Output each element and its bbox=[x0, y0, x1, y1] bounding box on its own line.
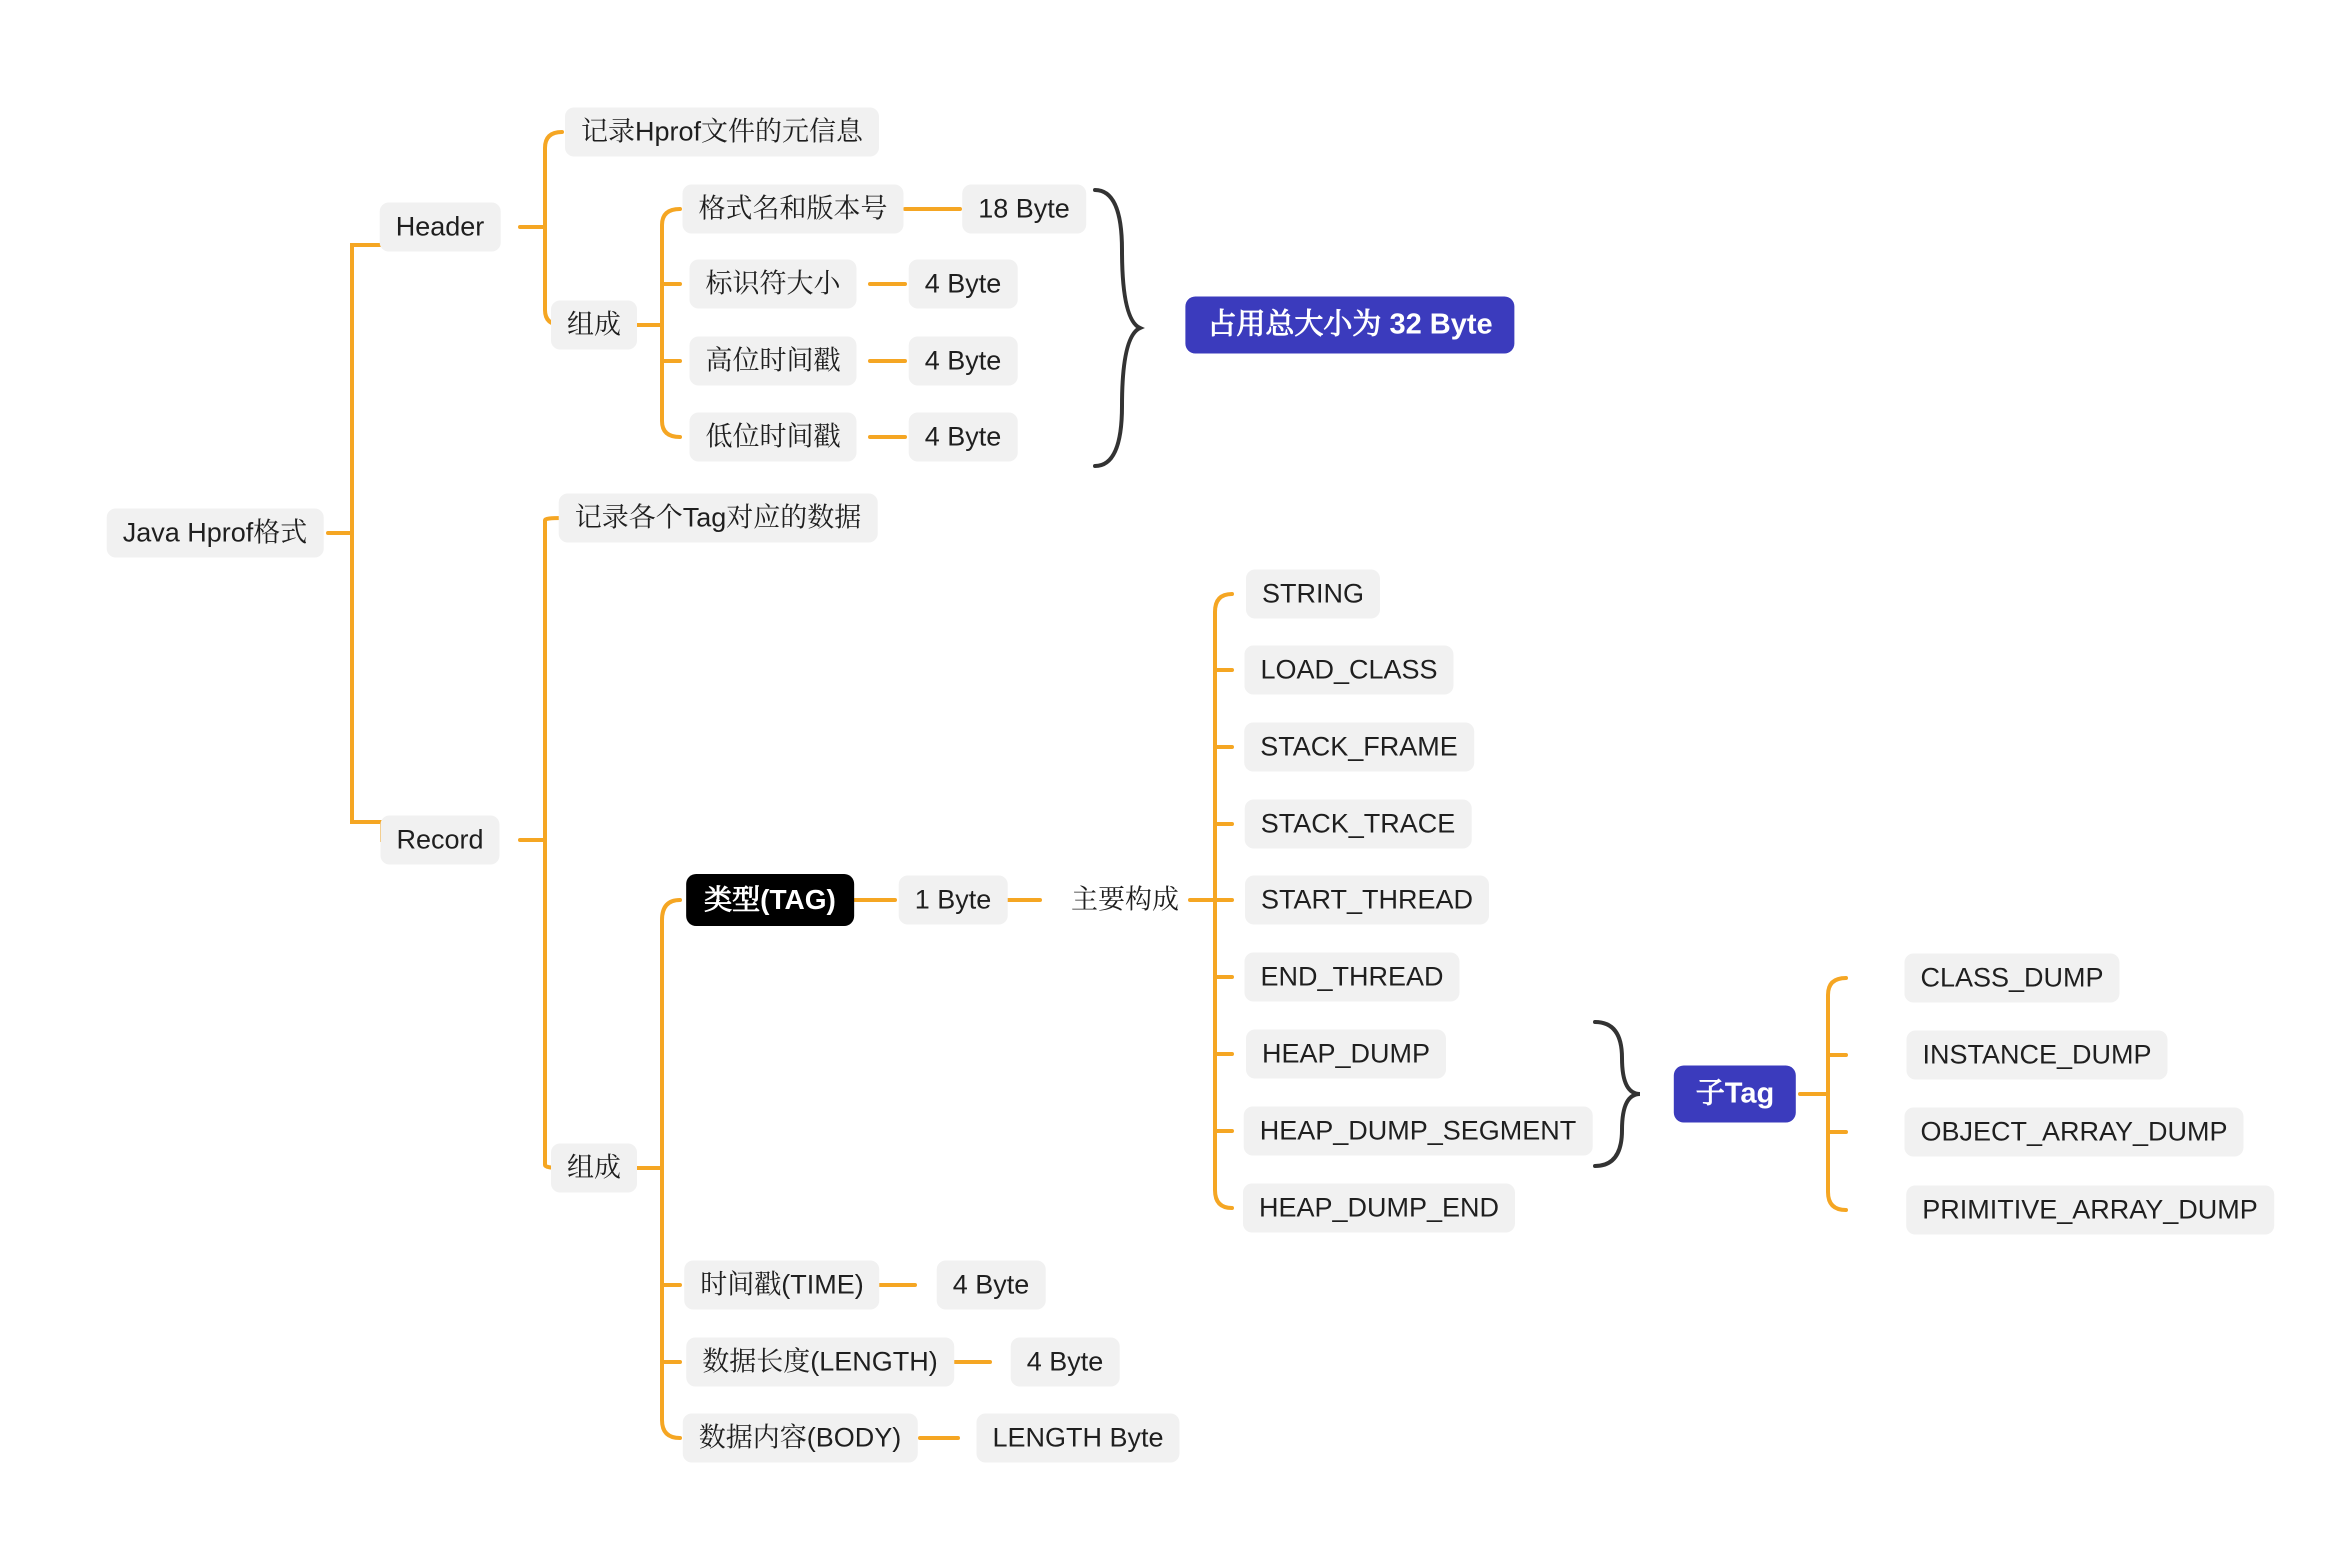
node-root[interactable]: Java Hprof格式 bbox=[107, 509, 324, 558]
node-header-item-2-size[interactable]: 4 Byte bbox=[909, 337, 1018, 386]
node-tag-size[interactable]: 1 Byte bbox=[899, 876, 1008, 925]
node-tag-list-0[interactable]: STRING bbox=[1246, 570, 1380, 619]
node-subtag-0[interactable]: CLASS_DUMP bbox=[1904, 954, 2119, 1003]
node-record-item-2[interactable]: 数据内容(BODY) bbox=[683, 1414, 918, 1463]
node-header-item-1[interactable]: 标识符大小 bbox=[690, 260, 857, 309]
node-record-item-1-size[interactable]: 4 Byte bbox=[1011, 1338, 1120, 1387]
node-subtag-3[interactable]: PRIMITIVE_ARRAY_DUMP bbox=[1906, 1186, 2274, 1235]
node-subtag-1[interactable]: INSTANCE_DUMP bbox=[1906, 1031, 2167, 1080]
node-header-item-0[interactable]: 格式名和版本号 bbox=[683, 185, 904, 234]
node-tag-list-2[interactable]: STACK_FRAME bbox=[1244, 723, 1474, 772]
node-record[interactable]: Record bbox=[380, 816, 499, 865]
node-tag-main-composition[interactable]: 主要构成 bbox=[1071, 884, 1179, 915]
node-tag-list-4[interactable]: START_THREAD bbox=[1245, 876, 1489, 925]
node-record-item-0-size[interactable]: 4 Byte bbox=[937, 1261, 1046, 1310]
node-tag-list-6[interactable]: HEAP_DUMP bbox=[1246, 1030, 1446, 1079]
node-subtag-2[interactable]: OBJECT_ARRAY_DUMP bbox=[1904, 1108, 2243, 1157]
node-header-item-3-size[interactable]: 4 Byte bbox=[909, 413, 1018, 462]
node-header-item-2[interactable]: 高位时间戳 bbox=[690, 337, 857, 386]
node-header-description[interactable]: 记录Hprof文件的元信息 bbox=[565, 108, 879, 157]
node-header-compose[interactable]: 组成 bbox=[551, 301, 637, 350]
node-subtag[interactable]: 子Tag bbox=[1674, 1066, 1796, 1123]
node-record-item-1[interactable]: 数据长度(LENGTH) bbox=[686, 1338, 954, 1387]
node-tag-list-8[interactable]: HEAP_DUMP_END bbox=[1243, 1184, 1515, 1233]
node-tag-type[interactable]: 类型(TAG) bbox=[686, 874, 854, 926]
node-record-item-2-size[interactable]: LENGTH Byte bbox=[976, 1414, 1179, 1463]
node-record-compose[interactable]: 组成 bbox=[551, 1144, 637, 1193]
node-tag-list-3[interactable]: STACK_TRACE bbox=[1245, 800, 1472, 849]
node-record-item-0[interactable]: 时间戳(TIME) bbox=[684, 1261, 879, 1310]
node-tag-list-7[interactable]: HEAP_DUMP_SEGMENT bbox=[1244, 1107, 1593, 1156]
node-header-item-1-size[interactable]: 4 Byte bbox=[909, 260, 1018, 309]
node-header-item-0-size[interactable]: 18 Byte bbox=[962, 185, 1086, 234]
node-header[interactable]: Header bbox=[380, 203, 501, 252]
node-record-description[interactable]: 记录各个Tag对应的数据 bbox=[559, 494, 878, 543]
node-tag-list-1[interactable]: LOAD_CLASS bbox=[1244, 646, 1453, 695]
node-header-total-size[interactable]: 占用总大小为 32 Byte bbox=[1185, 297, 1514, 354]
node-header-item-3[interactable]: 低位时间戳 bbox=[690, 413, 857, 462]
node-tag-list-5[interactable]: END_THREAD bbox=[1244, 953, 1459, 1002]
